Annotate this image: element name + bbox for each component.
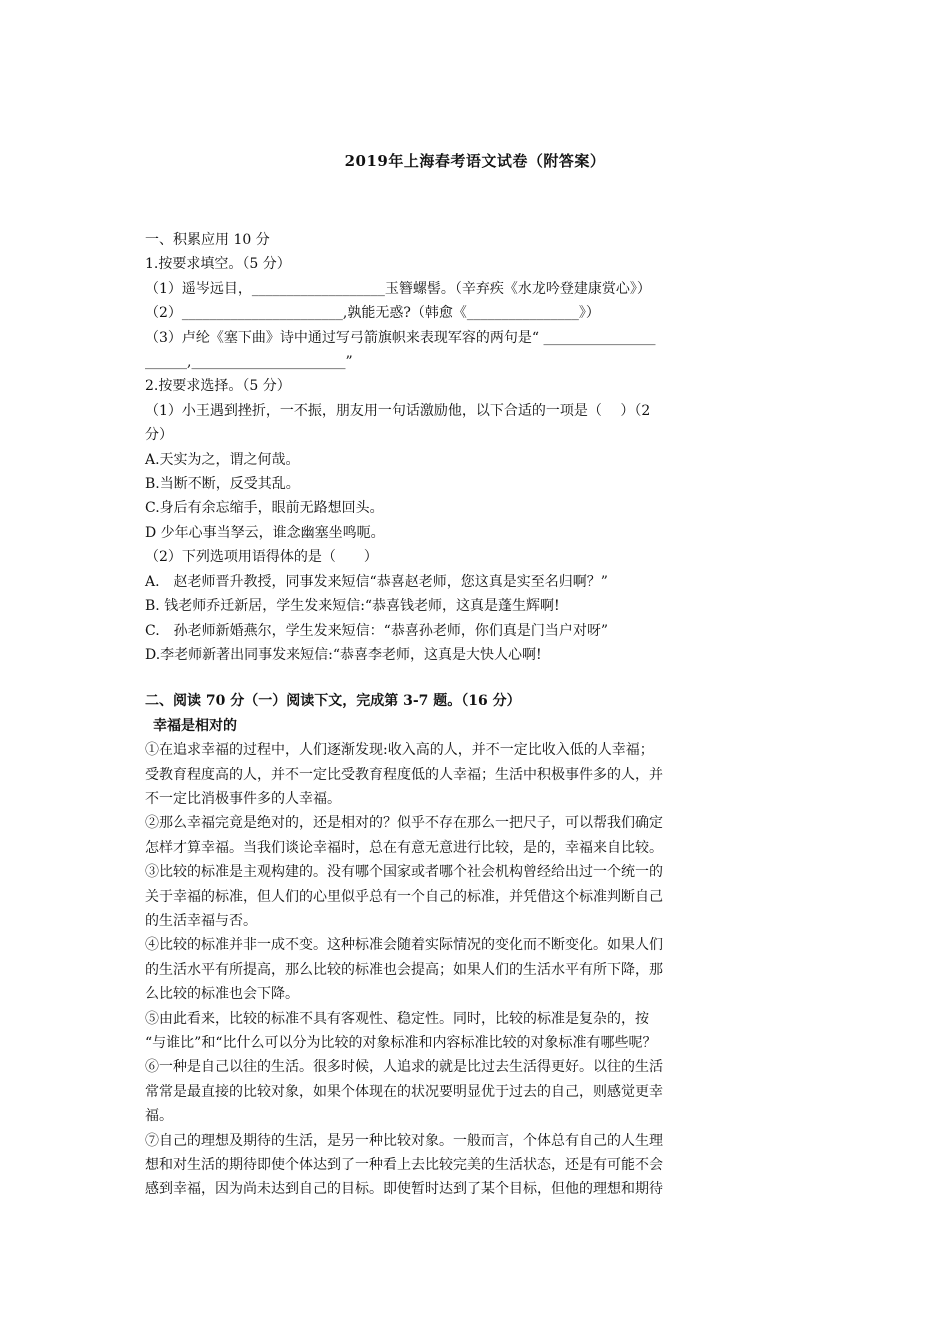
page-title: 2019年上海春考语文试卷（附答案） — [344, 152, 606, 170]
paragraph-line: ②那么幸福完竟是绝对的，还是相对的？似乎不存在那么一把尺子，可以帮我们确定 — [145, 815, 663, 832]
paragraph-line: ①在追求幸福的过程中，人们逐渐发现:收入高的人，并不一定比收入低的人幸福； — [145, 742, 654, 759]
paragraph-3 — [145, 860, 825, 933]
paragraph-line: 福。 — [145, 1108, 173, 1125]
paragraph-line: 不一定比消极事件多的人幸福。 — [145, 790, 341, 807]
paragraph-line: ⑤由此看来，比较的标准不具有客观性、稳定性。同时，比较的标准是复杂的，按 — [145, 1010, 649, 1027]
q2-prompt: 2.按要求选择。（5 分） — [145, 378, 291, 395]
paragraph-line: 感到幸福，因为尚未达到自己的目标。即使暂时达到了某个目标，但他的理想和期待 — [145, 1181, 663, 1198]
q2-sub1-option-c: C.身后有余忘缩手，眼前无路想回头。 — [145, 500, 384, 517]
paragraph-line: ⑦自己的理想及期待的生活，是另一种比较对象。一般而言，个体总有自己的人生理 — [145, 1132, 663, 1149]
paragraph-line: 的生活幸福与否。 — [145, 912, 257, 929]
q1-item-2: （2）_______________________,孰能无惑?（韩愈《________________》） — [145, 305, 600, 322]
paragraph-6 — [145, 1055, 825, 1128]
q1-prompt: 1.按要求填空。（5 分） — [145, 256, 291, 273]
paragraph-line: 常常是最直接的比较对象，如果个体现在的状况要明显优于过去的自己，则感觉更幸 — [145, 1083, 663, 1100]
paragraph-line: ④比较的标准并非一成不变。这种标准会随着实际情况的变化而不断变化。如果人们 — [145, 937, 663, 954]
q2-sub2-option-d: D.李老师新著出同事发来短信:“恭喜李老师，这真是大快人心啊! — [145, 646, 542, 663]
q2-sub1-option-a: A.天实为之，谓之何哉。 — [145, 451, 300, 468]
q1-item-3: （3）卢纶《塞下曲》诗中通过写弓箭旗帜来表现军容的两句是“ ________________ — [145, 329, 656, 346]
q2-sub2-option-c: C. 孙老师新婚燕尔，学生发来短信：“恭喜孙老师，你们真是门当户对呀” — [145, 622, 608, 639]
paragraph-2 — [145, 811, 825, 860]
q2-sub1-option-b: B.当断不断，反受其乱。 — [145, 476, 300, 493]
paragraph-line: 想和对生活的期待即使个体达到了一种看上去比较完美的生活状态，还是有可能不会 — [145, 1157, 663, 1174]
q2-sub1-option-d: D 少年心事当孥云，谁念幽塞坐鸣呃。 — [145, 524, 385, 541]
section1-heading: 一、积累应用 10 分 — [145, 232, 270, 248]
paragraph-line: 关于幸福的标准，但人们的心里似乎总有一个自己的标准，并凭借这个标准判断自己 — [145, 888, 663, 905]
paragraph-line: ③比较的标准是主观构建的。没有哪个国家或者哪个社会机构曾经给出过一个统一的 — [145, 864, 663, 881]
q2-sub1-line2: 分） — [145, 427, 173, 444]
section2-heading: 二、阅读 70 分（一）阅读下文，完成第 3-7 题。（16 分） — [145, 693, 521, 710]
paragraph-line: 的生活水平有所提高，那么比较的标准也会提高；如果人们的生活水平有所下降，那 — [145, 961, 663, 978]
paragraph-7 — [145, 1129, 825, 1202]
q2-sub2-option-a: A. 赵老师晋升教授，同事发来短信“恭喜赵老师，您这真是实至名归啊？” — [145, 573, 608, 590]
q2-sub2-option-b: B. 钱老师乔迁新居，学生发来短信:“恭喜钱老师，这真是蓬生辉啊! — [145, 598, 560, 615]
q2-sub2-prompt: （2）下列选项用语得体的是（ ） — [145, 549, 378, 566]
section-gap — [145, 667, 825, 689]
paragraph-line: ⑥一种是自己以往的生活。很多时候，人追求的就是比过去生活得更好。以往的生活 — [145, 1059, 663, 1076]
article-title: 幸福是相对的 — [153, 717, 237, 734]
q1-item-1: （1）遥岑远目，___________________玉簪螺髻。（辛弃疾《水龙吟登建康赏心》） — [145, 280, 651, 297]
paragraph-line: “与谁比”和“比什么可以分为比较的对象标准和内容标准比较的对象标准有哪些呢？ — [145, 1035, 657, 1051]
paragraph-4 — [145, 933, 825, 1006]
paragraph-line: 么比较的标准也会下降。 — [145, 986, 299, 1003]
paragraph-5 — [145, 1007, 825, 1056]
paragraph-1 — [145, 738, 825, 811]
q2-sub1-line1: （1）小王遇到挫折，一不振，朋友用一句话激励他，以下合适的一项是（ ）（2 — [145, 402, 651, 419]
paragraph-line: 怎样才算幸福。当我们谈论幸福时，总在有意无意进行比较，是的，幸福来自比较。 — [145, 839, 663, 856]
exam-content — [145, 228, 825, 1202]
paragraph-line: 受教育程度高的人，并不一定比受教育程度低的人幸福；生活中积极事件多的人，并 — [145, 766, 663, 783]
q1-item-3-cont: ______,______________________” — [145, 354, 353, 371]
